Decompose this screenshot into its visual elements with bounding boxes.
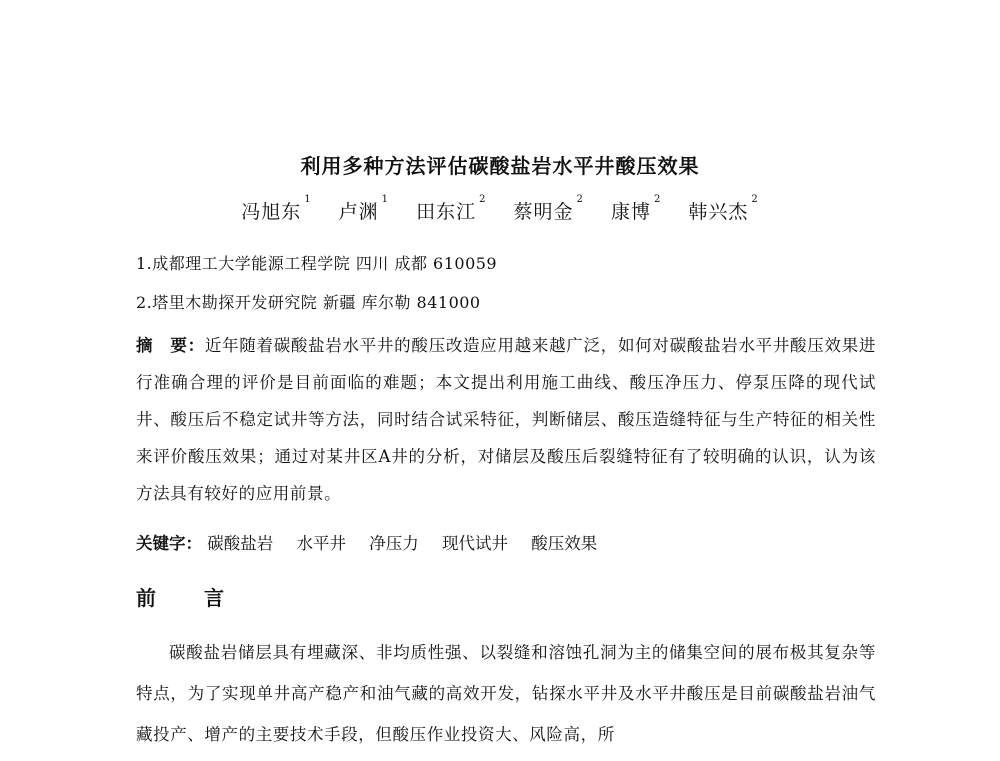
abstract-label: 摘 要： xyxy=(136,336,205,355)
author xyxy=(688,194,759,224)
author-name: 蔡明金 xyxy=(513,201,574,223)
keyword: 碳酸盐岩 xyxy=(207,534,274,553)
section-heading-preface: 前 言 xyxy=(136,586,238,610)
author-affiliation-marker: 2 xyxy=(479,194,487,205)
author-name: 田东江 xyxy=(416,201,477,223)
author-affiliation-marker: 2 xyxy=(576,194,584,205)
keywords xyxy=(136,530,615,554)
keyword: 酸压效果 xyxy=(531,534,598,553)
affiliation-2: 2.塔里木勘探开发研究院 新疆 库尔勒 841000 xyxy=(136,293,481,312)
author-name: 冯旭东 xyxy=(241,201,302,223)
author xyxy=(610,194,662,224)
keywords-label: 关键字： xyxy=(136,534,202,553)
abstract-text: 近年随着碳酸盐岩水平井的酸压改造应用越来越广泛，如何对碳酸盐岩水平井酸压效果进行准确合理的评价是目前面临的难题；本文提出利用施工曲线、酸压净压力、停泵压降的现代试井、酸压后不稳定试井等方法，同时结合试采特征，判断储层、酸压造缝特征与生产特征的相关性来评价酸压效果；通过对某井区A井的分析，对储层及酸压后裂缝特征有了较明确的认识，认为该方法具有较好的应用前景。 xyxy=(136,336,877,503)
author xyxy=(416,194,487,224)
keyword: 净压力 xyxy=(369,534,419,553)
author xyxy=(513,194,584,224)
author-name: 韩兴杰 xyxy=(688,201,749,223)
author-affiliation-marker: 2 xyxy=(653,194,662,205)
author-affiliation-marker: 1 xyxy=(381,194,390,205)
author-list xyxy=(0,194,1000,224)
author-affiliation-marker: 1 xyxy=(304,194,312,205)
author-name: 康博 xyxy=(610,201,651,223)
affiliation-1: 1.成都理工大学能源工程学院 四川 成都 610059 xyxy=(136,254,498,273)
abstract xyxy=(136,327,876,512)
author-affiliation-marker: 2 xyxy=(751,194,759,205)
keyword: 水平井 xyxy=(296,534,346,553)
author xyxy=(338,194,390,224)
paper-title: 利用多种方法评估碳酸盐岩水平井酸压效果 xyxy=(300,154,700,178)
author xyxy=(241,194,312,224)
author-name: 卢渊 xyxy=(338,201,379,223)
keyword: 现代试井 xyxy=(442,534,508,553)
body-paragraph: 碳酸盐岩储层具有埋藏深、非均质性强、以裂缝和溶蚀孔洞为主的储集空间的展布极其复杂等特点，为了实现单井高产稳产和油气藏的高效开发，钻探水平井及水平井酸压是目前碳酸盐岩油气藏投产、增产的主要技术手段，但酸压作业投资大、风险高，所 xyxy=(136,643,876,744)
